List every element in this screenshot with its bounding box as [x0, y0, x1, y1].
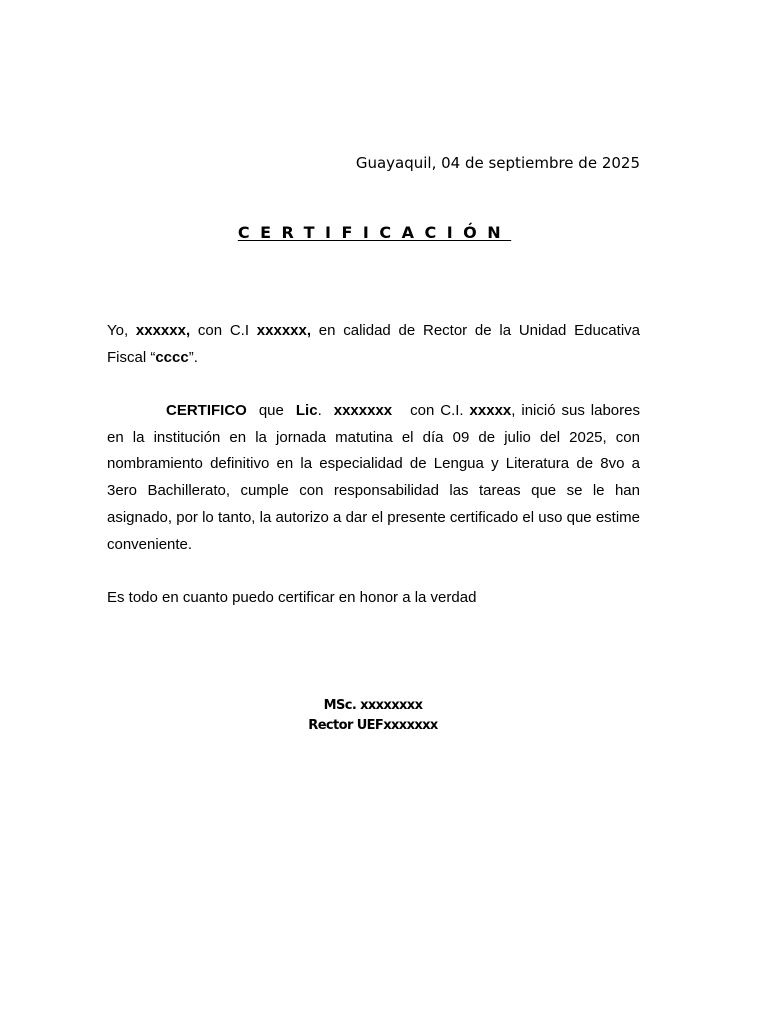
intro-text-1: Yo,: [107, 322, 136, 339]
certification-paragraph: [107, 398, 640, 558]
intro-text-3: en calidad de Rector de la Unidad Educativa Fiscal “: [107, 322, 640, 366]
intro-text-2: con C.I: [190, 322, 257, 339]
teacher-name: xxxxxxx: [333, 402, 393, 419]
rector-ci: xxxxxx,: [256, 322, 312, 339]
cert-text-3: con C.I.: [410, 402, 470, 419]
cert-text-1: que: [258, 402, 284, 419]
signature-role: Rector UEFxxxxxxx: [308, 718, 438, 733]
cert-text-2: .: [317, 402, 322, 419]
lic-title: Lic: [295, 402, 318, 419]
intro-text-4: ”.: [188, 348, 198, 366]
school-name: cccc: [155, 348, 189, 366]
closing-paragraph: Es todo en cuanto puedo certificar en honor a la verdad: [107, 589, 477, 606]
signature-name: MSc. xxxxxxxx: [323, 698, 423, 713]
certifico-word: CERTIFICO: [166, 402, 247, 419]
document-title: CERTIFICACIÓN: [237, 223, 512, 242]
teacher-ci: xxxxx: [469, 402, 512, 419]
rector-name: xxxxxx,: [135, 322, 191, 339]
date-line: Guayaquil, 04 de septiembre de 2025: [355, 154, 640, 172]
signature-block: [0, 696, 746, 736]
intro-paragraph: [107, 318, 640, 371]
cert-text-4: , inició sus labores en la institución en la jornada matutina el día 09 de julio del 2025, con nombramiento definitivo en la especialidad de Lengua y Literatura de 8vo a 3ero Bachillerato, cumple con responsabilidad las tareas que se le han asignado, por lo tanto, la autorizo a dar el presente certificado el uso que estime conveniente.: [107, 402, 640, 553]
